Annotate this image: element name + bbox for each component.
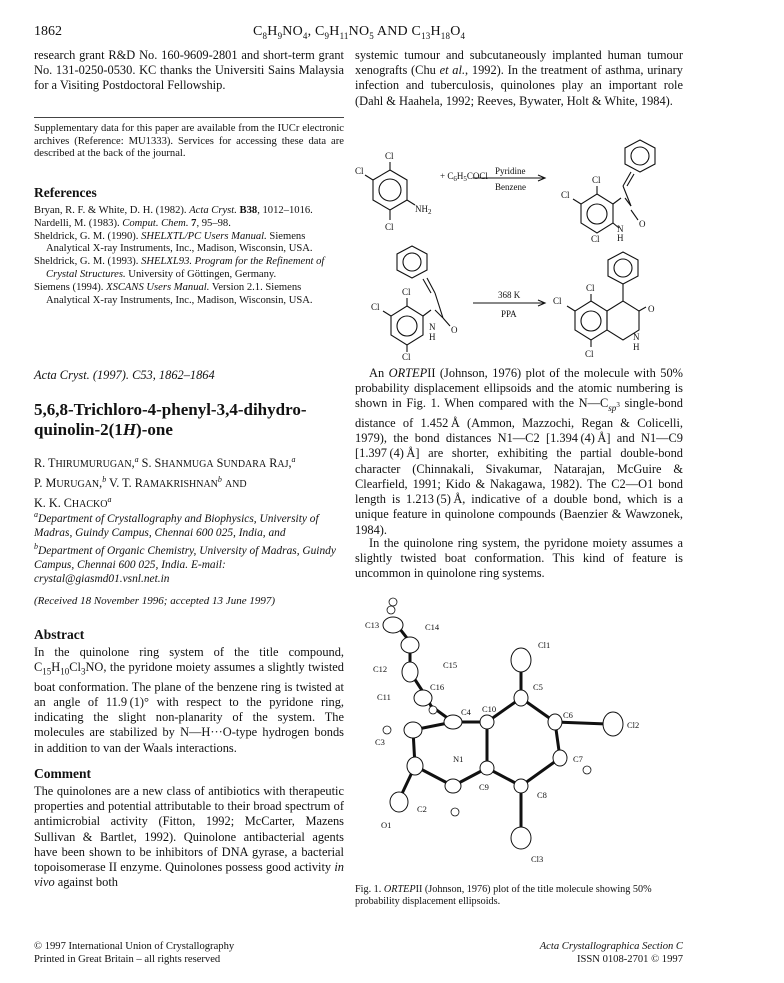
figure-caption: Fig. 1. ORTEPII (Johnson, 1976) plot of the title molecule showing 50% probability displacement ellipsoids. [355,884,652,908]
reference-item: Bryan, R. F. & White, D. H. (1982). Acta Cryst. B38, 1012–1016. [34,205,313,216]
atom-label: C14 [425,622,440,632]
atom-label: C9 [479,782,489,792]
atom-label: C12 [373,664,388,674]
atom-ellipsoid [404,722,422,738]
atom-label: C16 [430,682,445,692]
atom-ellipsoid [548,714,562,730]
atom-ellipsoid [445,779,461,793]
atom-ellipsoid [514,779,528,793]
reagent-label: + $C_6H_5COCl$ [440,171,488,183]
article-title: 5,6,8-Trichloro-4-phenyl-3,4-dihydro- quinolin-2(1H)-one [34,400,307,439]
atom-label: Cl [592,175,601,185]
received-dates: (Received 18 November 1996; accepted 13 June 1997) [34,595,275,607]
author-list: R. THIRUMURUGAN,$^a$ S. SHANMUGA SUNDARA RAJ,$^a$ P. MURUGAN,$^b$ V. T. RAMAKRISHNAN$^b$ AND K. K. CHACKO$^a$ [34,455,296,511]
atom-ellipsoid [383,617,403,633]
references-list [34,205,344,307]
atom-ellipsoid [444,715,462,729]
atom-label: Cl [585,349,594,359]
hydrogen-atom [389,598,397,606]
atom-ellipsoid [402,662,418,682]
reaction-scheme [355,128,683,360]
atom-label: O1 [381,820,392,830]
supplementary-note: Supplementary data for this paper are available from the IUCr electronic archives (Reference: MU1333). Services for accessing these data are described at the back of the journal. [34,123,344,160]
atom-label: C2 [417,804,427,814]
reference-item: Nardelli, M. (1983). Comput. Chem. 7, 95–98. [34,217,231,229]
atom-label: Cl [402,352,411,360]
atom-label: C11 [377,692,391,702]
affiliation: $^a$Department of Crystallography and Biophysics, University of Madras, Guindy Campus, Chennai 600 025, India, and $^b$Department of Organic Chemistry, University of Madras, Guindy Campus, Chennai 600 025, India. E-mail: crystal@giasmd01.vsnl.net.in [34,510,336,585]
journal-citation: Acta Cryst. (1997). C53, 1862–1864 [34,368,215,382]
atom-label: Cl [385,151,394,161]
acknowledgement-text: research grant R&D No. 160-9609-2801 and short-term grant No. 131-0250-0530. KC thanks the Universiti Sains Malaysia for a Visiting Postdoctoral Fellowship. [34,48,344,93]
atom-label: C3 [375,737,385,747]
atom-label: Cl [553,296,562,306]
reference-item: Siemens (1994). XSCANS Users Manual. Version 2.1. Siemens Analytical X-ray Instruments, Inc., Madison, Wisconsin, USA. [34,281,313,306]
running-title: $C_8H_9NO_4$, $C_9H_{11}NO_5$ AND $C_{13}H_{18}O_4$ [253,24,466,41]
atom-label: O [451,325,458,335]
hydrogen-atom [383,726,391,734]
atom-ellipsoid [480,761,494,775]
atom-label: C4 [461,707,471,717]
condition-label: PPA [501,309,517,319]
atom-label: Cl [586,283,595,293]
atom-ellipsoid [603,712,623,736]
atom-label: N1 [453,754,464,764]
hydrogen-atom [429,706,437,714]
page-number: 1862 [34,24,62,39]
condition-label: Pyridine [495,166,526,176]
comment-text: The quinolones are a new class of antibiotics with therapeutic properties and potential attributable to their broad spectrum of antimicrobial activity (Fitton, 1992; McCarter, Mazens Sullivan & Bartlet, 1992). Quinolone antibacterial agents have been shown to be inhibitors of DNA gyrase, a bacterial topoisomerase II enzyme. Quinolones possess good activity in vivo against both [34,784,344,890]
abstract-text: In the quinolone ring system of the title compound, $C_{15}H_{10}Cl_3NO$, the pyridone moiety assumes a slightly twisted boat conformation. The plane of the benzene ring is twisted at an angle of 11.9 (1)° with respect to the pyridone ring, indicating the slight non-planarity of the system. The molecules are stabilized by N—H···O-type hydrogen bonds in addition to van der Waals interactions. [34,645,344,755]
atom-label: Cl [561,190,570,200]
bond [555,722,607,724]
atom-label: H [633,342,640,352]
footer-right: Acta Crystallographica Section C ISSN 0108-2701 © 1997 [539,941,683,965]
atom-label: C10 [482,704,497,714]
condition-label: 368 K [498,290,521,300]
references-heading: References [34,185,97,200]
atom-ellipsoid [553,750,567,766]
comment-heading: Comment [34,766,91,781]
atom-label: Cl3 [531,854,544,864]
atom-label: C15 [443,660,458,670]
hydrogen-atom [387,606,395,614]
atom-label: C8 [537,790,547,800]
atom-label: H [429,332,436,342]
footer-left: © 1997 International Union of Crystallography Printed in Great Britain – all rights reserved [34,941,235,965]
right-para-3: In the quinolone ring system, the pyridone moiety assumes a slightly twisted boat conformation. This kind of feature is uncommon in quinolone ring systems. [355,536,683,581]
atom-ellipsoid [480,715,494,729]
atom-ellipsoid [511,648,531,672]
atom-label: Cl2 [627,720,640,730]
atom-label: C7 [573,754,583,764]
atom-label: Cl [591,234,600,244]
atom-label: Cl [355,166,364,176]
right-para-1: systemic tumour and subcutaneously implanted human tumour xenografts (Chu et al., 1992). In the treatment of asthma, urinary infection and tuberculosis, quinolones play an important role (Dahl & Haahela, 1992; Reeves, Bywater, Holt & White, 1984). [355,48,684,108]
atom-label: Cl [385,222,394,232]
atom-label: O [639,219,646,229]
divider [34,117,344,118]
atom-label: C6 [563,710,573,720]
atom-label: N [633,332,640,342]
hydrogen-atom [583,766,591,774]
ortep-figure [355,590,683,880]
atom-label: Cl [402,287,411,297]
hydrogen-atom [451,808,459,816]
reference-item: Sheldrick, G. M. (1990). SHELXTL/PC Users Manual. Siemens Analytical X-ray Instruments, Inc., Madison, Wisconsin, USA. [34,230,313,255]
condition-label: Benzene [495,182,526,192]
atom-ellipsoid [390,792,408,812]
abstract-heading: Abstract [34,627,85,642]
right-para-2: An ORTEPII (Johnson, 1976) plot of the molecule with 50% probability displacement ellipsoids and the atomic numbering is shown in Fig. 1. When compared with the $N—C_{sp^3}$ single-bond distance of 1.452 Å (Ammon, Mazzochi, Regan & Colicelli, 1979), the bond distances N1—C2 [1.394 (4) Å] and N1—C9 [1.397 (4) Å] are shorter, exhibiting the partial double-bond character (Chinnakali, Sivakumar, Natarajan, McGuire & Clearfield, 1991; Kido & Nakagawa, 1982). The C2—O1 bond length is 1.213 (5) Å, indicative of a double bond, which is a unique feature in quinolone compounds (Baenzier & Wawzonek, 1984). [355,366,683,537]
atom-label: $NH_2$ [415,204,432,216]
atom-label: H [617,233,624,243]
atom-label: C5 [533,682,543,692]
reference-item: Sheldrick, G. M. (1993). SHELXL93. Program for the Refinement of Crystal Structures. University of Göttingen, Germany. [34,256,325,280]
atom-label: Cl1 [538,640,551,650]
atom-label: N [617,224,624,234]
atom-ellipsoid [401,637,419,653]
atom-label: Cl [371,302,380,312]
atom-ellipsoid [511,827,531,849]
atom-ellipsoid [414,690,432,706]
atom-ellipsoid [407,757,423,775]
atom-ellipsoid [514,690,528,706]
atom-label: C13 [365,620,380,630]
atom-label: O [648,304,655,314]
benzene-ring [373,170,407,210]
atom-label: N [429,322,436,332]
